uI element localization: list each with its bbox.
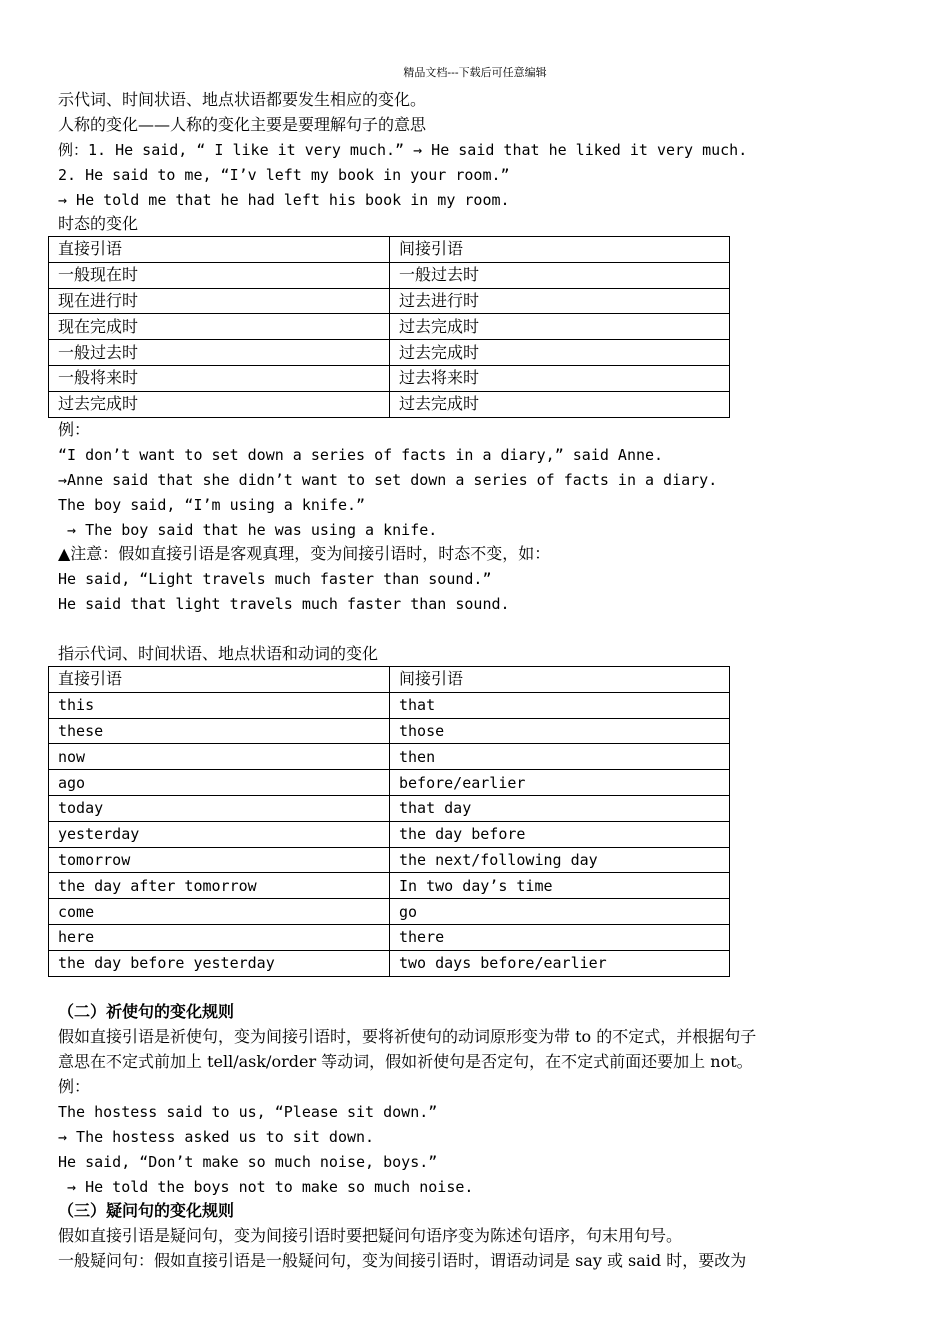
table-cell: the day before xyxy=(390,821,730,847)
table-row xyxy=(49,391,730,417)
table-header-row xyxy=(49,237,730,263)
tense-section-title: 时态的变化 xyxy=(58,214,139,233)
table-cell: 一般现在时 xyxy=(49,262,390,288)
table-row xyxy=(49,950,730,976)
example-line: He said, “Don’t make so much noise, boys.” xyxy=(58,1153,438,1171)
table-cell: come xyxy=(49,899,390,925)
page-header: 精品文档---下载后可任意编辑 xyxy=(403,66,547,79)
table-cell: those xyxy=(390,718,730,744)
example-line: →Anne said that she didn’t want to set down a series of facts in a diary. xyxy=(58,471,718,489)
imperative-heading: （二）祈使句的变化规则 xyxy=(58,1002,235,1021)
question-paragraph: 假如直接引语是疑问句，变为间接引语时要把疑问句语序变为陈述句语序，句末用句号。 xyxy=(58,1226,683,1245)
table-row xyxy=(49,718,730,744)
table-cell: 现在完成时 xyxy=(49,314,390,340)
table-cell: 过去完成时 xyxy=(390,340,730,366)
table-row xyxy=(49,795,730,821)
imperative-paragraph: 假如直接引语是祈使句，变为间接引语时，要将祈使句的动词原形变为带 to 的不定式，并根据句子 xyxy=(58,1027,757,1046)
example-line: “I don’t want to set down a series of facts in a diary,” said Anne. xyxy=(58,446,664,464)
table-header-cell: 间接引语 xyxy=(390,237,730,263)
table-cell: then xyxy=(390,744,730,770)
intro-example: → He told me that he had left his book in my room. xyxy=(58,191,510,209)
table-row xyxy=(49,262,730,288)
table-row xyxy=(49,365,730,391)
table-header-cell: 直接引语 xyxy=(49,667,390,693)
table-cell: today xyxy=(49,795,390,821)
example-line: → The boy said that he was using a knife. xyxy=(58,521,438,539)
table-cell: the day before yesterday xyxy=(49,950,390,976)
table-cell: that day xyxy=(390,795,730,821)
intro-example: 例：1. He said, “ I like it very much.” → He said that he liked it very much. xyxy=(58,141,748,159)
intro-example: 2. He said to me, “I’v left my book in your room.” xyxy=(58,166,510,184)
table-cell: ago xyxy=(49,770,390,796)
imperative-paragraph: 意思在不定式前加上 tell/ask/order 等动词，假如祈使句是否定句，在不定式前面还要加上 not。 xyxy=(58,1052,753,1071)
table-cell: this xyxy=(49,692,390,718)
table-cell: before/earlier xyxy=(390,770,730,796)
question-heading: （三）疑问句的变化规则 xyxy=(58,1201,235,1220)
table-cell: 过去进行时 xyxy=(390,288,730,314)
table-cell: In two day’s time xyxy=(390,873,730,899)
table-cell: 过去完成时 xyxy=(390,314,730,340)
table-cell: now xyxy=(49,744,390,770)
table-cell: tomorrow xyxy=(49,847,390,873)
table-header-row xyxy=(49,667,730,693)
example-line: → He told the boys not to make so much noise. xyxy=(58,1178,474,1196)
table-header-cell: 间接引语 xyxy=(390,667,730,693)
table-cell: yesterday xyxy=(49,821,390,847)
question-paragraph: 一般疑问句：假如直接引语是一般疑问句，变为间接引语时，谓语动词是 say 或 said 时，要改为 xyxy=(58,1251,747,1270)
intro-line: 示代词、时间状语、地点状语都要发生相应的变化。 xyxy=(58,90,427,109)
intro-line: 人称的变化——人称的变化主要是要理解句子的意思 xyxy=(58,115,427,134)
table-cell: 过去完成时 xyxy=(390,391,730,417)
table-cell: here xyxy=(49,924,390,950)
tense-table xyxy=(48,236,730,418)
table-row xyxy=(49,692,730,718)
table-row xyxy=(49,744,730,770)
table-row xyxy=(49,314,730,340)
example-line: The hostess said to us, “Please sit down.” xyxy=(58,1103,438,1121)
example-line: He said, “Light travels much faster than sound.” xyxy=(58,570,492,588)
table-row xyxy=(49,899,730,925)
table-cell: these xyxy=(49,718,390,744)
example-line: → The hostess asked us to sit down. xyxy=(58,1128,375,1146)
word-change-table xyxy=(48,666,730,977)
table-cell: there xyxy=(390,924,730,950)
table-cell: the day after tomorrow xyxy=(49,873,390,899)
table-cell: 过去完成时 xyxy=(49,391,390,417)
example-line: The boy said, “I’m using a knife.” xyxy=(58,496,366,514)
note-line: ▲注意：假如直接引语是客观真理，变为间接引语时，时态不变，如： xyxy=(58,544,551,563)
table-cell: 一般过去时 xyxy=(390,262,730,288)
table-cell: the next/following day xyxy=(390,847,730,873)
table-cell: two days before/earlier xyxy=(390,950,730,976)
table-row xyxy=(49,288,730,314)
table-row xyxy=(49,770,730,796)
table-cell: 过去将来时 xyxy=(390,365,730,391)
example-line: He said that light travels much faster than sound. xyxy=(58,595,510,613)
table-cell: that xyxy=(390,692,730,718)
table-cell: 一般将来时 xyxy=(49,365,390,391)
table-cell: 一般过去时 xyxy=(49,340,390,366)
table-cell: go xyxy=(390,899,730,925)
table-row xyxy=(49,821,730,847)
table-row xyxy=(49,924,730,950)
word-section-title: 指示代词、时间状语、地点状语和动词的变化 xyxy=(58,644,379,663)
table-cell: 现在进行时 xyxy=(49,288,390,314)
example-label: 例： xyxy=(58,420,91,439)
table-row xyxy=(49,873,730,899)
example-label: 例： xyxy=(58,1077,91,1096)
table-row xyxy=(49,847,730,873)
table-header-cell: 直接引语 xyxy=(49,237,390,263)
table-row xyxy=(49,340,730,366)
